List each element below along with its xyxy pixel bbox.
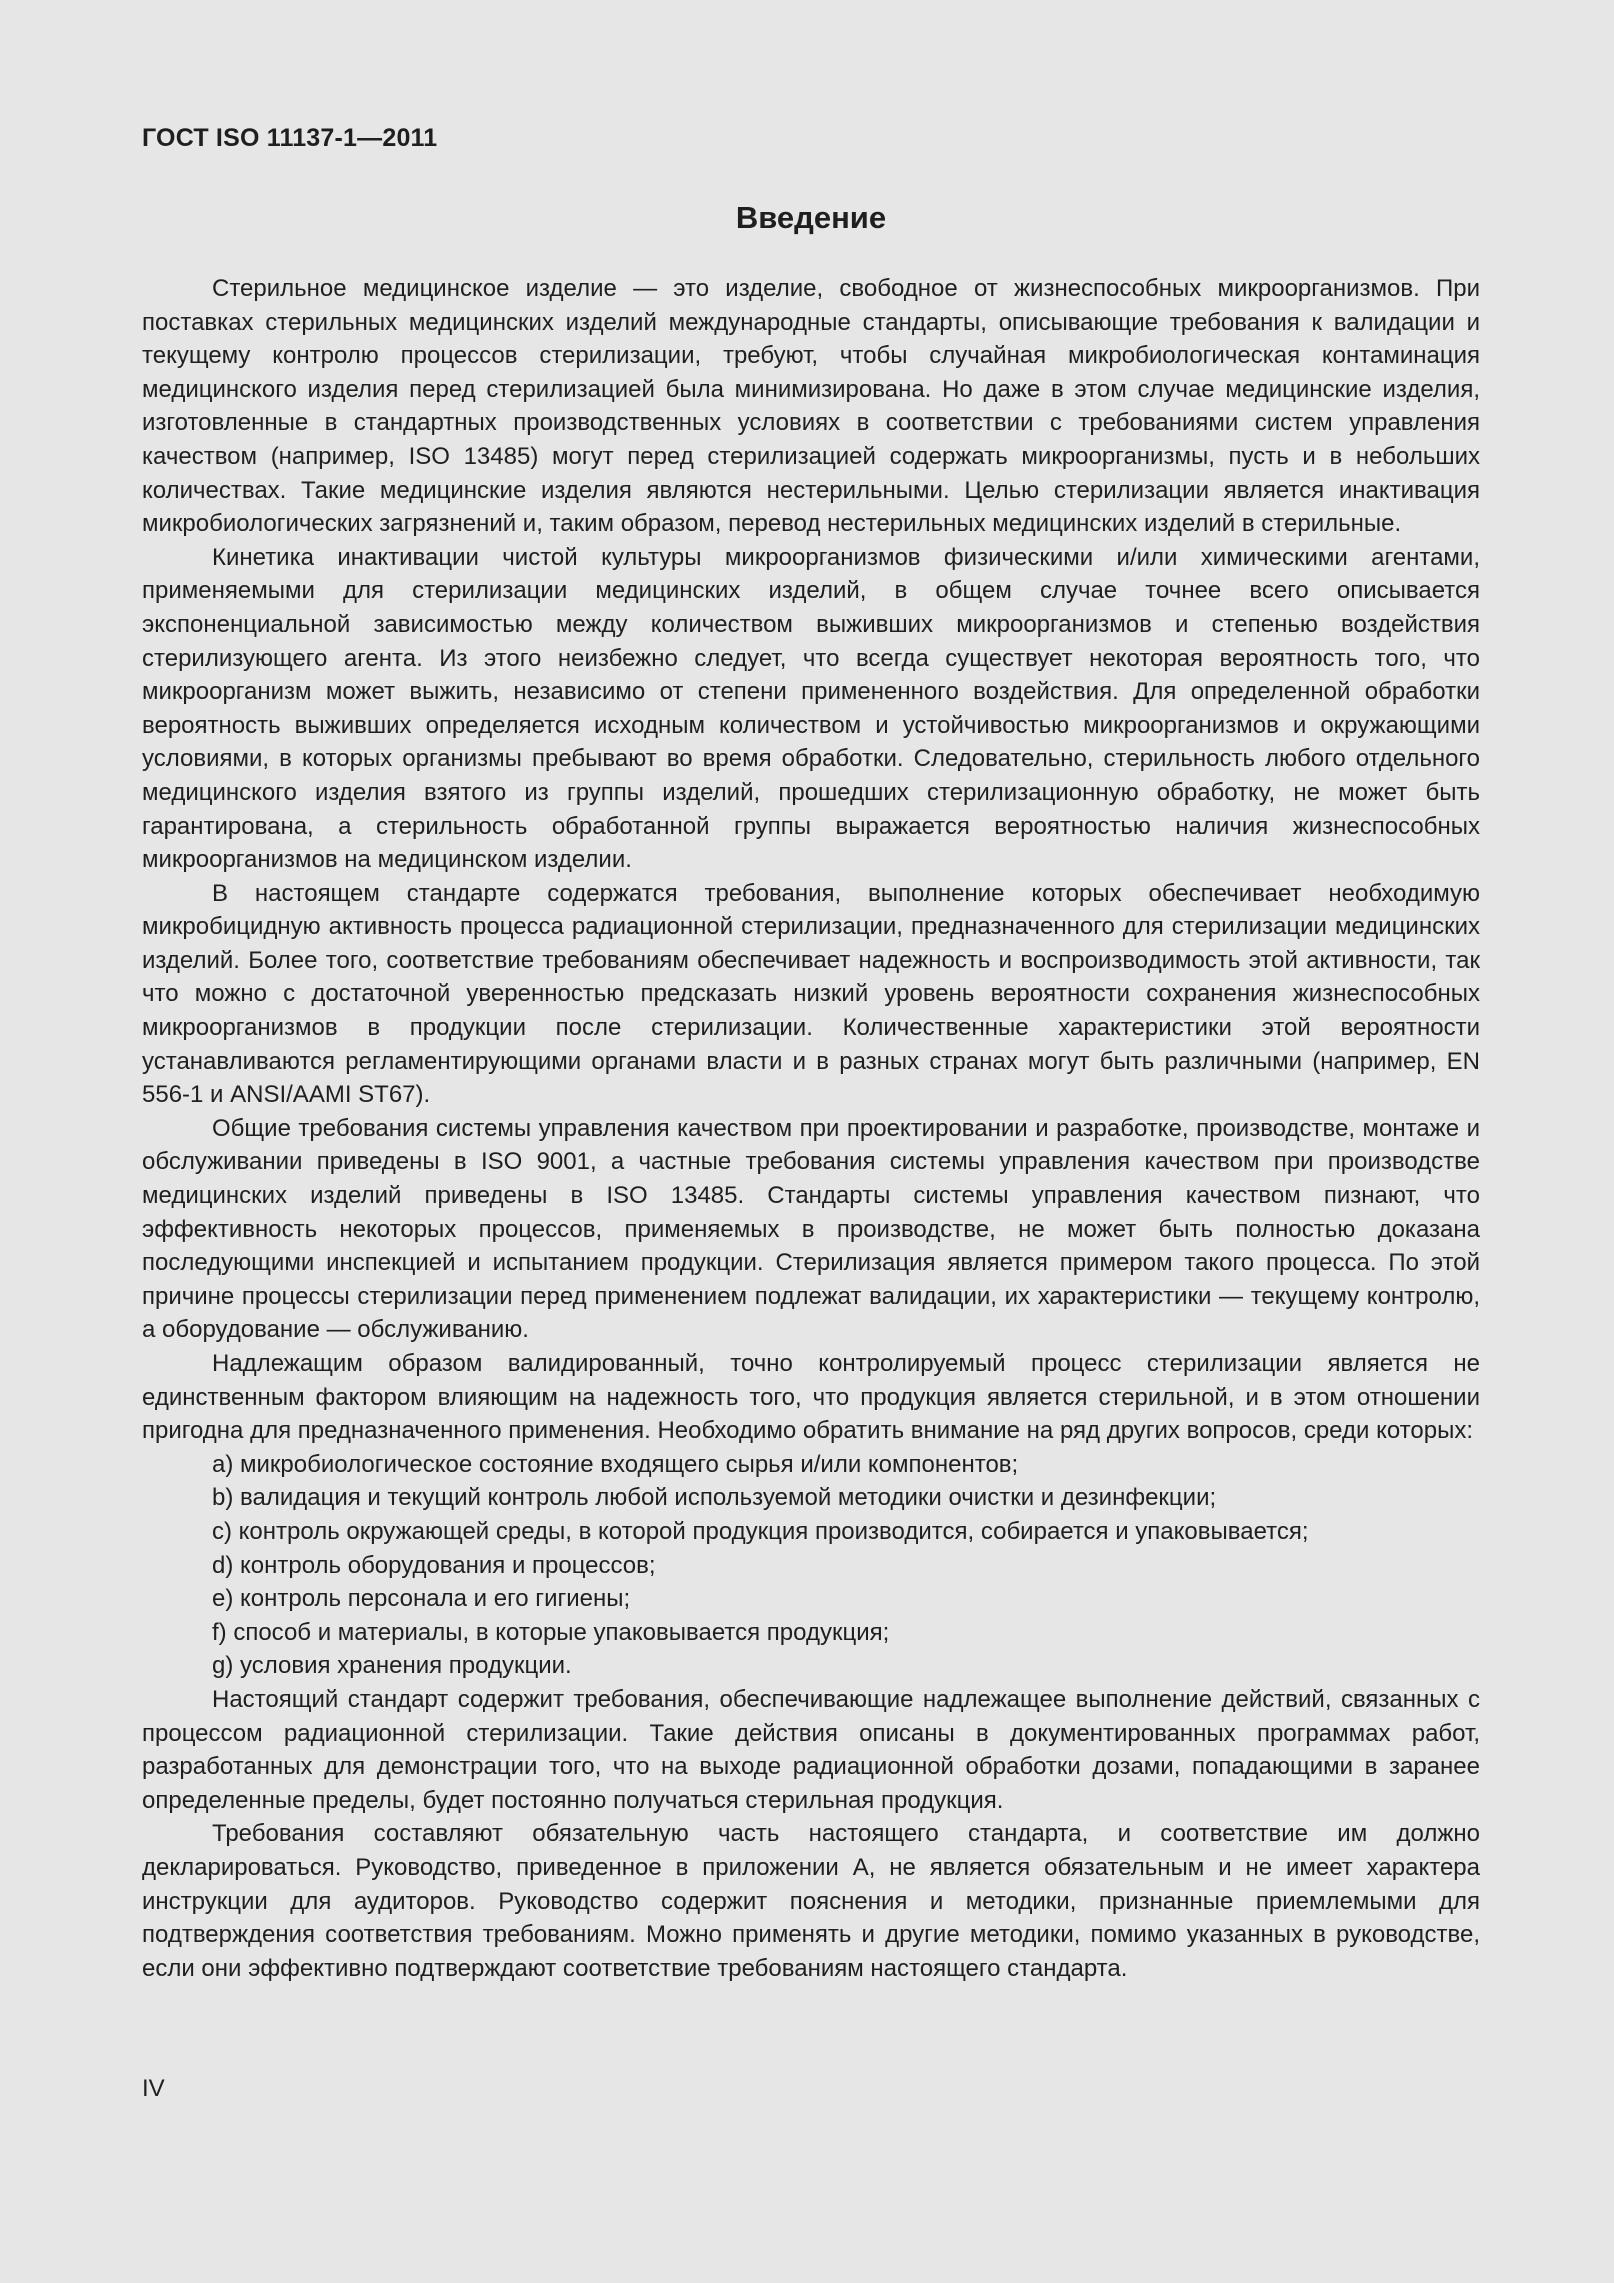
paragraph: Надлежащим образом валидированный, точно контролируемый процесс стерилизации является не единственным фактором влияющим на надежность того, что продукция является стерильной, и в этом отношении пригодна для предназначенного применения. Необходимо обратить внимание на ряд других вопросов, среди которых: bbox=[142, 1350, 1480, 1445]
document-page bbox=[142, 0, 1480, 2283]
list-item: a) микробиологическое состояние входящего сырья и/или компонентов; bbox=[212, 1450, 1019, 1478]
paragraph: В настоящем стандарте содержатся требования, выполнение которых обеспечивает необходимую микробицидную активность процесса радиационной стерилизации, предназначенного для стерилизации медицинских изделий. Более того, соответствие требованиям обеспечивает надежность и воспроизводимость этой активности, так что можно с достаточной уверенностью предсказать низкий уровень вероятности сохранения жизнеспособных микроорганизмов в продукции после стерилизации. Количественные характеристики этой вероятности устанавливаются регламентирующими органами власти и в разных странах могут быть различными (например, EN 556-1 и ANSI/AAMI ST67). bbox=[142, 879, 1480, 1109]
paragraph: Кинетика инактивации чистой культуры микроорганизмов физическими и/или химическими агентами, применяемыми для стерилизации медицинских изделий, в общем случае точнее всего описывается экспоненциальной зависимостью между количеством выживших микроорганизмов и степенью воздействия стерилизующего агента. Из этого неизбежно следует, что всегда существует некоторая вероятность того, что микроорганизм может выжить, независимо от степени примененного воздействия. Для определенной обработки вероятность выживших определяется исходным количеством и устойчивостью микроорганизмов и окружающими условиями, в которых организмы пребывают во время обработки. Следовательно, стерильность любого отдельного медицинского изделия взятого из группы изделий, прошедших стерилизационную обработку, не может быть гарантирована, а стерильность обработанной группы выражается вероятностью наличия жизнеспособных микроорганизмов на медицинском изделии. bbox=[142, 543, 1480, 874]
paragraph: Стерильное медицинское изделие — это изделие, свободное от жизнеспособных микроорганизмов. При поставках стерильных медицинских изделий международные стандарты, описывающие требования к валидации и текущему контролю процессов стерилизации, требуют, чтобы случайная микробиологическая контаминация медицинского изделия перед стерилизацией была минимизирована. Но даже в этом случае медицинские изделия, изготовленные в стандартных производственных условиях в соответствии с требованиями систем управления качеством (например, ISO 13485) могут перед стерилизацией содержать микроорганизмы, пусть и в небольших количествах. Такие медицинские изделия являются нестерильными. Целью стерилизации является инактивация микробиологических загрязнений и, таким образом, перевод нестерильных медицинских изделий в стерильные. bbox=[142, 275, 1480, 538]
list-item: d) контроль оборудования и процессов; bbox=[212, 1551, 656, 1579]
document-body bbox=[142, 272, 1480, 1985]
list-item: g) условия хранения продукции. bbox=[212, 1652, 572, 1680]
issues-list bbox=[142, 1448, 1480, 1683]
list-item: e) контроль персонала и его гигиены; bbox=[212, 1585, 631, 1613]
paragraph: Общие требования системы управления качеством при проектировании и разработке, производстве, монтаже и обслуживании приведены в ISO 9001, а частные требования системы управления качеством при производстве медицинских изделий приведены в ISO 13485. Стандарты системы управления качеством пизнают, что эффективность некоторых процессов, применяемых в производстве, не может быть полностью доказана последующими инспекцией и испытанием продукции. Стерилизация является примером такого процесса. По этой причине процессы стерилизации перед применением подлежат валидации, их характеристики — текущему контролю, а оборудование — обслуживанию. bbox=[142, 1114, 1480, 1344]
paragraph: Настоящий стандарт содержит требования, обеспечивающие надлежащее выполнение действий, связанных с процессом радиационной стерилизации. Такие действия описаны в документированных программах работ, разработанных для демонстрации того, что на выходе радиационной обработки дозами, попадающими в заранее определенные пределы, будет постоянно получаться стерильная продукция. bbox=[142, 1685, 1480, 1814]
paragraph: Требования составляют обязательную часть настоящего стандарта, и соответствие им должно декларироваться. Руководство, приведенное в приложении А, не является обязательным и не имеет характера инструкции для аудиторов. Руководство содержит пояснения и методики, признанные приемлемыми для подтверждения соответствия требованиям. Можно применять и другие методики, помимо указанных в руководстве, если они эффективно подтверждают соответствие требованиям настоящего стандарта. bbox=[142, 1820, 1480, 1982]
page-number: IV bbox=[142, 2075, 165, 2102]
list-item: f) способ и материалы, в которые упаковывается продукция; bbox=[212, 1618, 890, 1646]
standard-header: ГОСТ ISO 11137-1—2011 bbox=[142, 124, 438, 152]
list-item: b) валидация и текущий контроль любой используемой методики очистки и дезинфекции; bbox=[212, 1484, 1217, 1512]
list-item: c) контроль окружающей среды, в которой продукция производится, собирается и упаковывается; bbox=[212, 1517, 1309, 1545]
section-title: Введение bbox=[735, 200, 887, 235]
